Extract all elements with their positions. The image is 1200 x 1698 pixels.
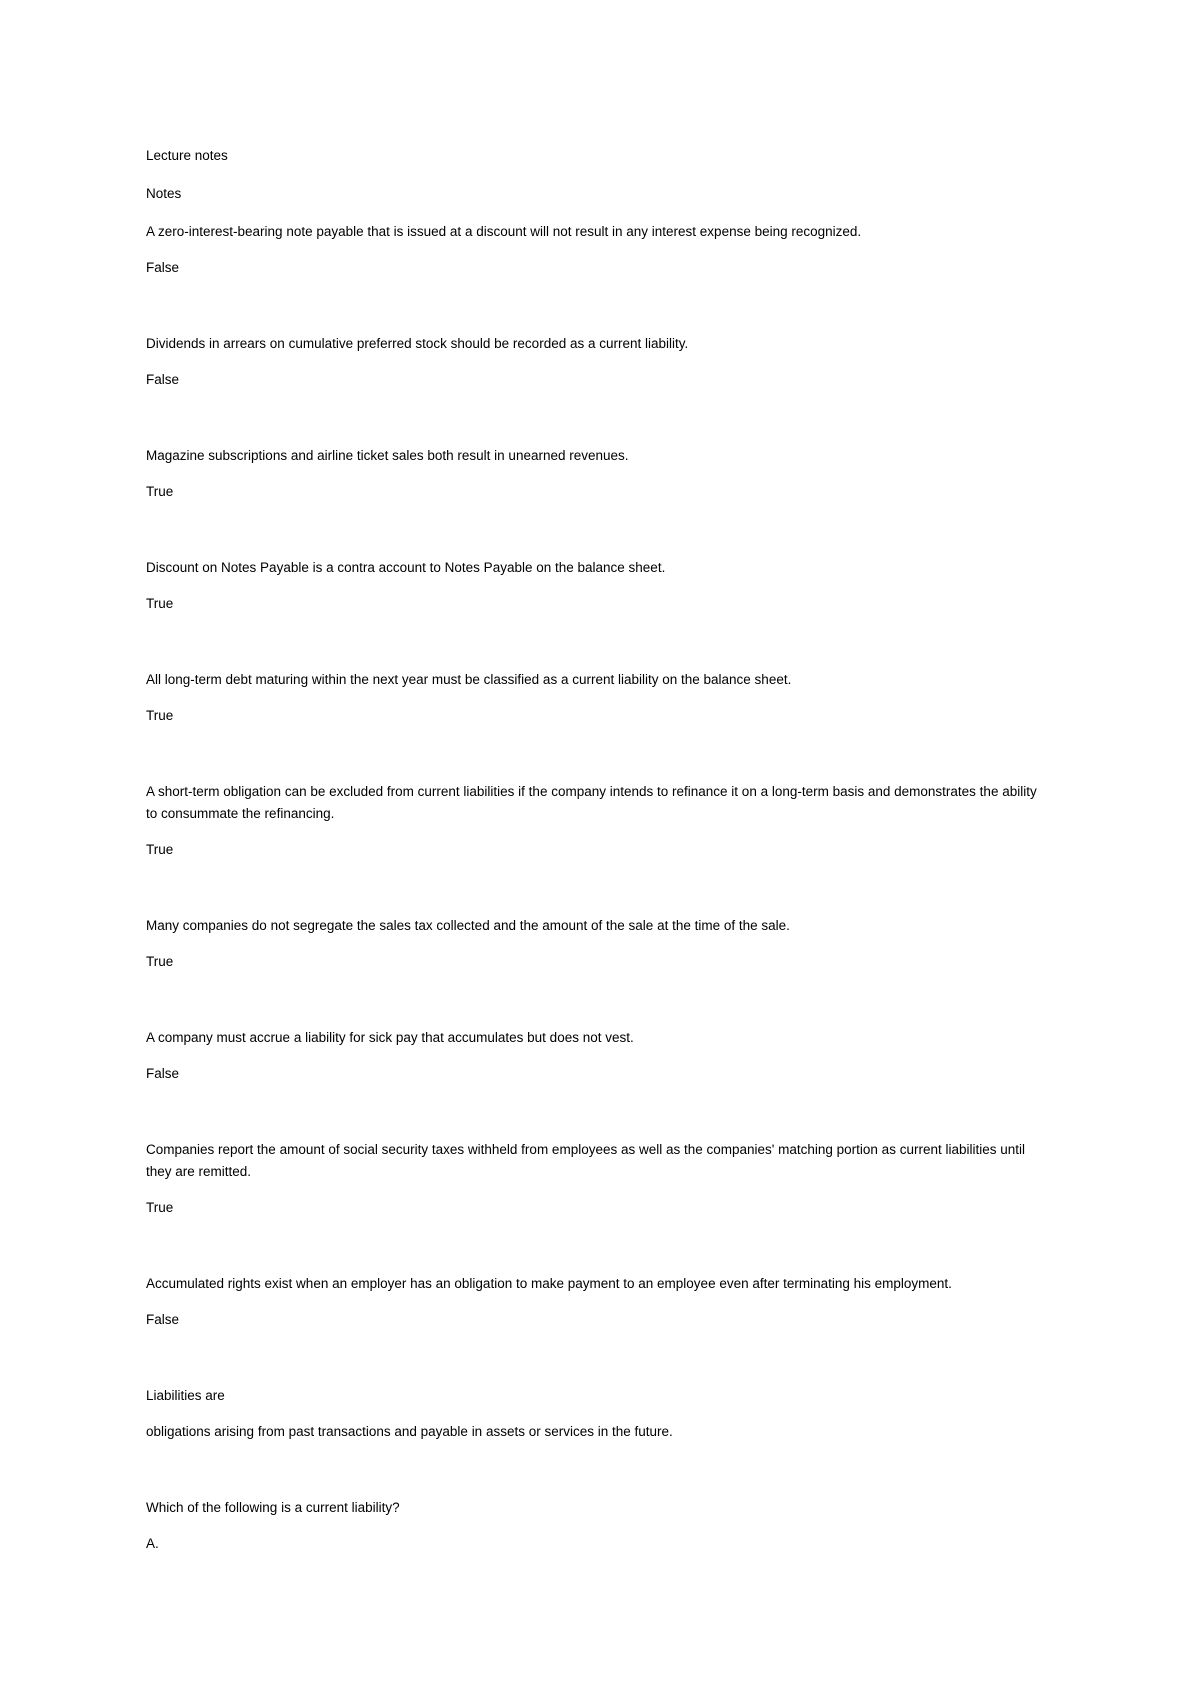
qa-item xyxy=(146,445,1046,503)
qa-item xyxy=(146,1027,1046,1085)
qa-item xyxy=(146,781,1046,861)
question-text: Discount on Notes Payable is a contra account to Notes Payable on the balance sheet. xyxy=(146,560,666,575)
qa-item xyxy=(146,669,1046,727)
question-text: Dividends in arrears on cumulative preferred stock should be recorded as a current liability. xyxy=(146,336,689,351)
answer-text: True xyxy=(146,842,174,857)
answer-text: False xyxy=(146,1312,180,1327)
answer-text: True xyxy=(146,596,174,611)
question-text: A company must accrue a liability for sick pay that accumulates but does not vest. xyxy=(146,1030,634,1045)
question-text: Which of the following is a current liability? xyxy=(146,1500,400,1515)
qa-item xyxy=(146,333,1046,391)
qa-item xyxy=(146,1273,1046,1331)
document-content xyxy=(146,145,1046,1609)
question-text: A zero-interest-bearing note payable that is issued at a discount will not result in any interest expense being recognized. xyxy=(146,224,862,239)
answer-text: True xyxy=(146,708,174,723)
question-text: Many companies do not segregate the sales tax collected and the amount of the sale at the time of the sale. xyxy=(146,918,790,933)
qa-item xyxy=(146,915,1046,973)
question-text: Companies report the amount of social security taxes withheld from employees as well as the companies' matching portion as current liabilities until they are remitted. xyxy=(146,1142,1025,1179)
answer-text: False xyxy=(146,260,180,275)
question-text: Magazine subscriptions and airline ticket sales both result in unearned revenues. xyxy=(146,448,629,463)
answer-text: A. xyxy=(146,1536,159,1551)
answer-text: True xyxy=(146,1200,174,1215)
answer-text: False xyxy=(146,372,180,387)
section-heading: Notes xyxy=(146,186,182,201)
question-text: All long-term debt maturing within the next year must be classified as a current liability on the balance sheet. xyxy=(146,672,792,687)
qa-item xyxy=(146,1139,1046,1219)
document-title: Lecture notes xyxy=(146,148,228,163)
qa-item xyxy=(146,221,1046,279)
answer-text: False xyxy=(146,1066,180,1081)
qa-item xyxy=(146,557,1046,615)
answer-text: obligations arising from past transactions and payable in assets or services in the future. xyxy=(146,1424,673,1439)
qa-item xyxy=(146,1385,1046,1443)
question-text: Accumulated rights exist when an employer has an obligation to make payment to an employee even after terminating his employment. xyxy=(146,1276,952,1291)
answer-text: True xyxy=(146,954,174,969)
question-text: Liabilities are xyxy=(146,1388,225,1403)
answer-text: True xyxy=(146,484,174,499)
question-text: A short-term obligation can be excluded from current liabilities if the company intends to refinance it on a long-term basis and demonstrates the ability to consummate the refinancing. xyxy=(146,784,1037,821)
qa-item xyxy=(146,1497,1046,1555)
